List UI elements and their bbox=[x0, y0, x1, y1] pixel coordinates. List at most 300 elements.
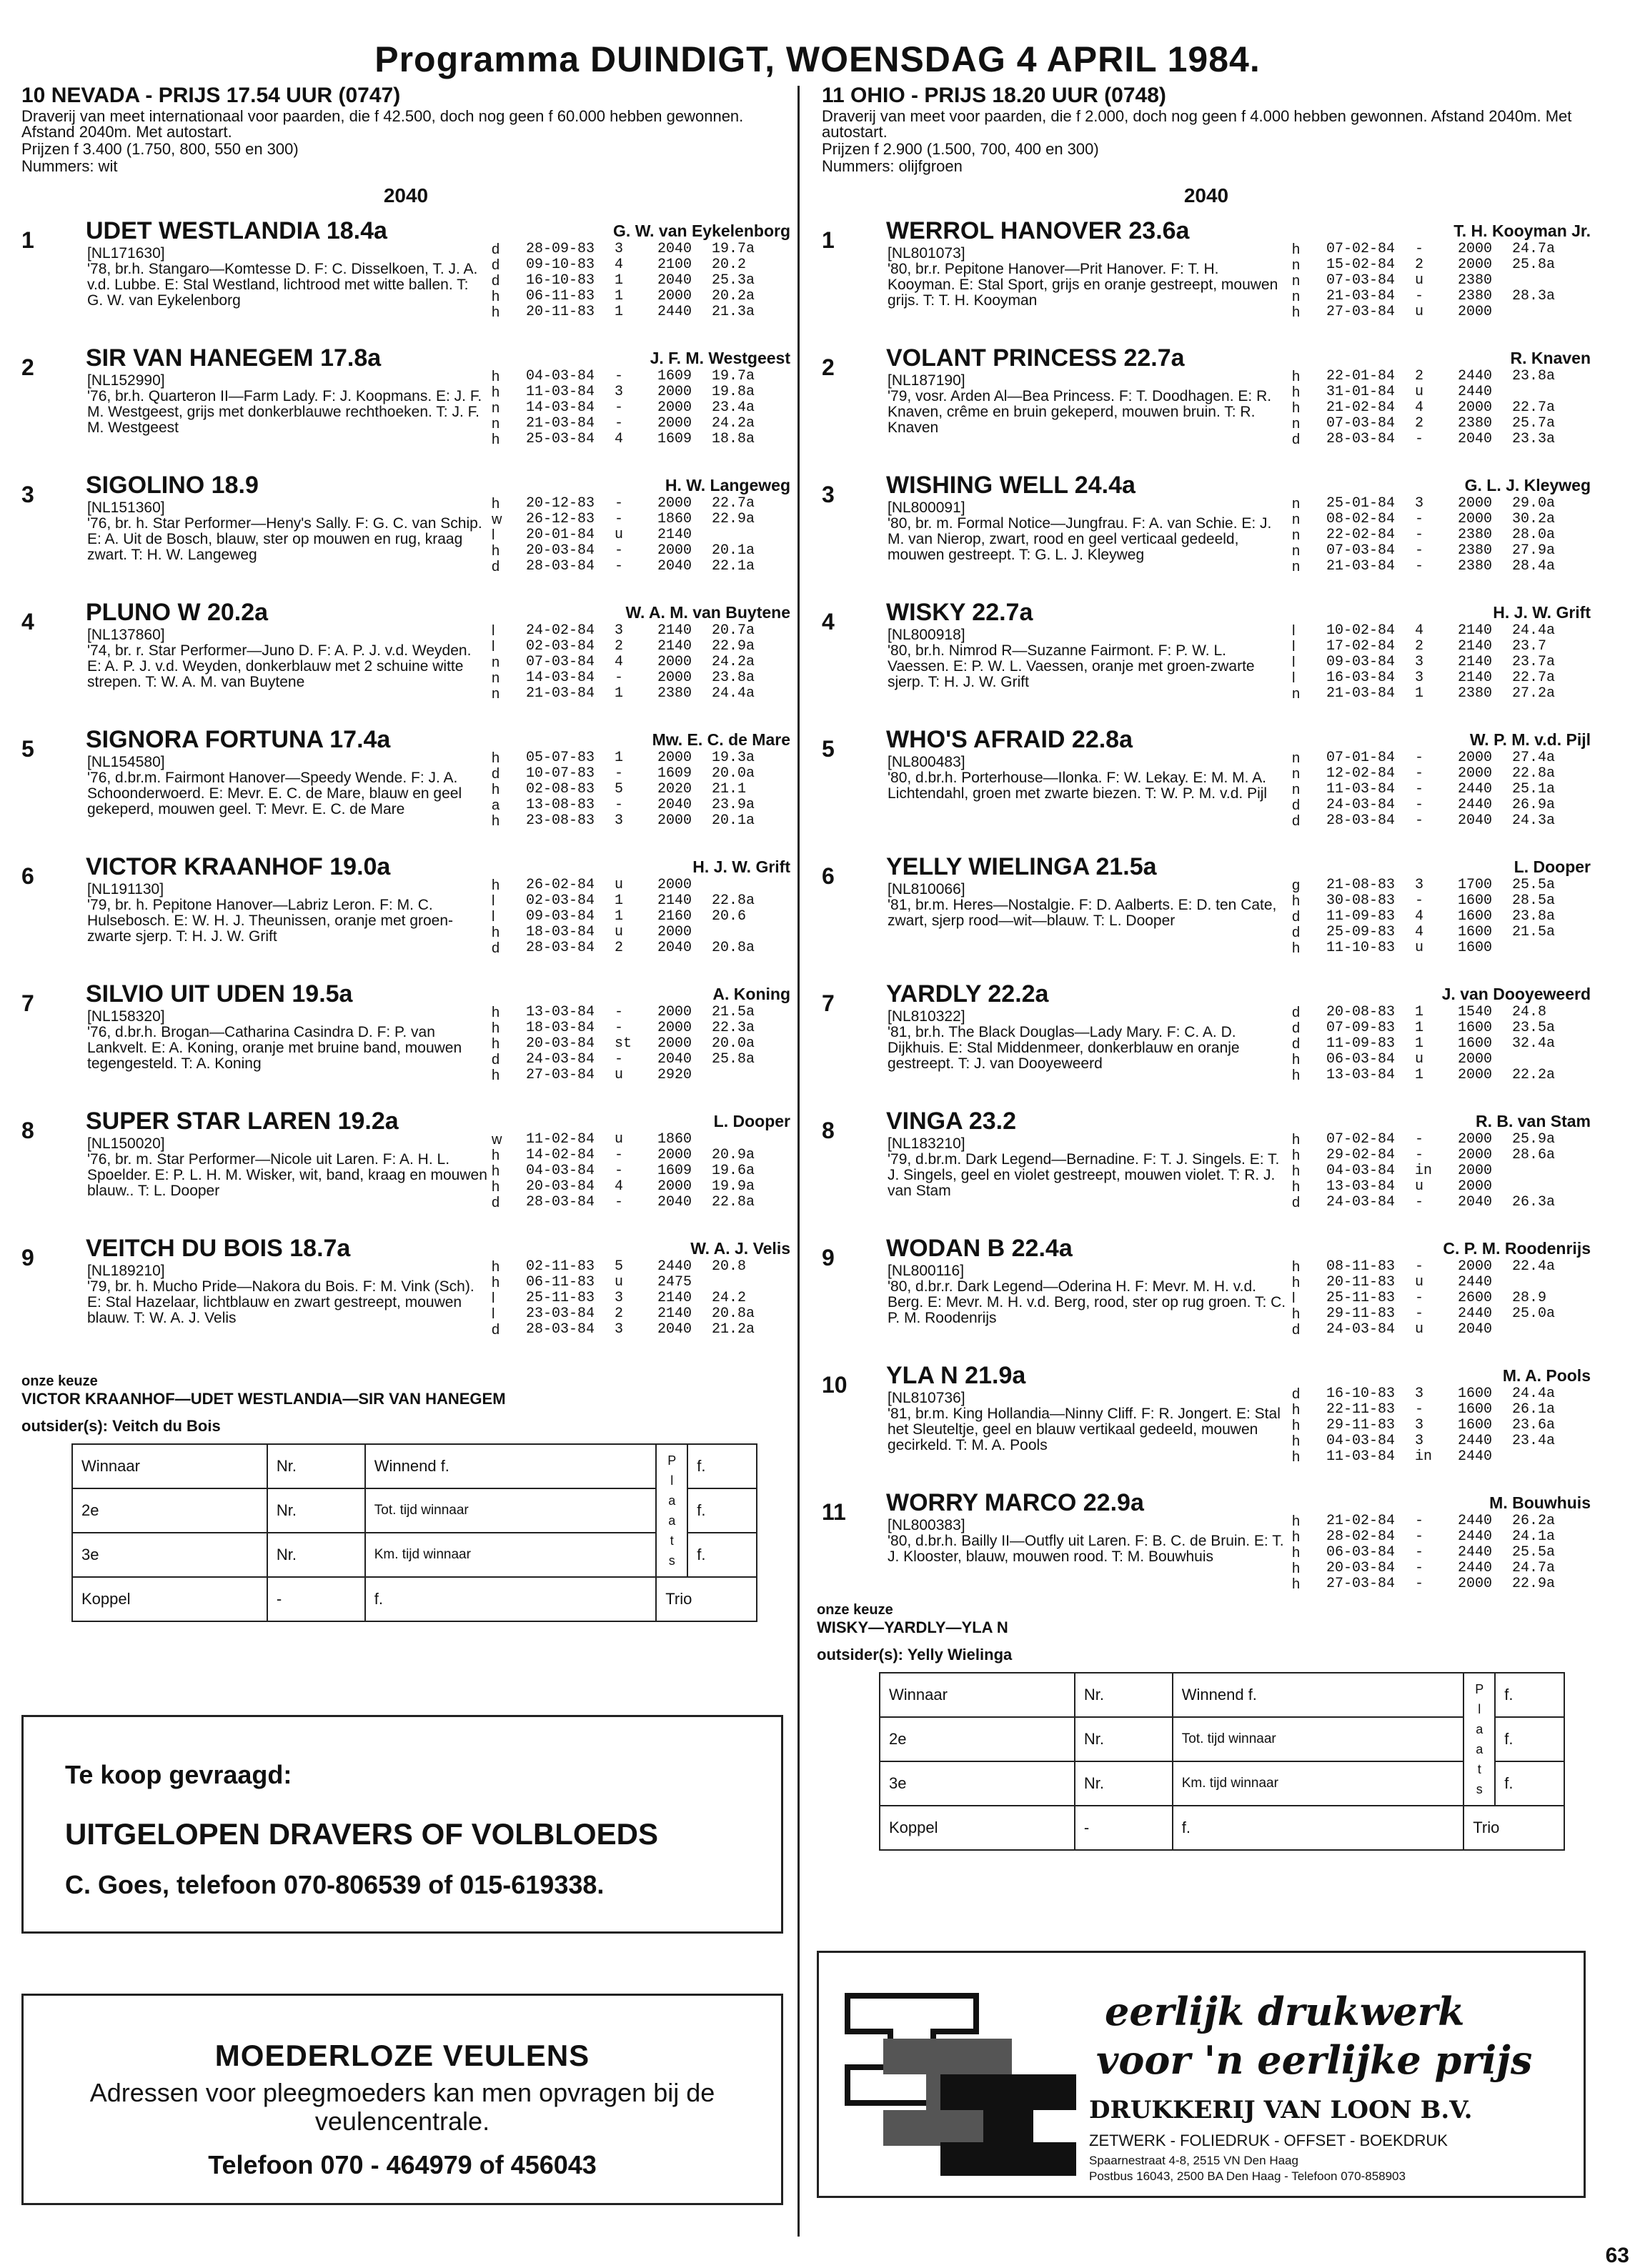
result-cell: 24.7a bbox=[1512, 1560, 1556, 1576]
result-cell: 2000 bbox=[657, 288, 692, 304]
result-cell: 5 bbox=[615, 1258, 624, 1275]
result-cell: 1 bbox=[1415, 685, 1424, 702]
result-cell: h bbox=[492, 1005, 500, 1020]
result-cell: - bbox=[615, 797, 624, 813]
horse-entry bbox=[822, 344, 1591, 472]
result-cell: u bbox=[1415, 1321, 1424, 1338]
result-cell: - bbox=[1415, 1258, 1424, 1275]
result-cell: 2140 bbox=[657, 622, 692, 639]
result-cell: 2020 bbox=[657, 781, 692, 797]
result-cell: 26.2a bbox=[1512, 1513, 1556, 1529]
result-cell: 2000 bbox=[1458, 241, 1493, 257]
horse-results bbox=[492, 623, 790, 702]
result-row bbox=[1292, 527, 1591, 543]
horse-entry bbox=[822, 726, 1591, 853]
result-cell bbox=[1512, 1322, 1584, 1338]
result-row bbox=[1292, 1306, 1591, 1322]
result-row bbox=[1292, 512, 1591, 527]
result-cell: 2040 bbox=[657, 797, 692, 813]
horse-name: VEITCH DU BOIS 18.7a bbox=[86, 1235, 351, 1262]
result-cell: 02-03-84 bbox=[526, 892, 595, 909]
result-cell: 2380 bbox=[1458, 558, 1493, 575]
result-cell: 21.2a bbox=[712, 1321, 755, 1338]
result-row bbox=[1292, 384, 1591, 400]
result-row bbox=[1292, 1052, 1591, 1068]
horse-results bbox=[492, 369, 790, 447]
result-cell: 26-12-83 bbox=[526, 511, 595, 527]
result-cell: 27.9a bbox=[1512, 542, 1556, 559]
horse-name: WORRY MARCO 22.9a bbox=[886, 1489, 1144, 1516]
horse-name: PLUNO W 20.2a bbox=[86, 599, 269, 626]
result-cell: 25.0a bbox=[1512, 1305, 1556, 1322]
result-cell: 2000 bbox=[1458, 1576, 1493, 1592]
horse-info bbox=[87, 882, 487, 945]
result-cell: 22.9a bbox=[712, 511, 755, 527]
result-cell: 28-09-83 bbox=[526, 241, 595, 257]
result-row bbox=[1292, 1132, 1591, 1148]
result-cell: 2140 bbox=[1458, 654, 1493, 670]
result-cell: 07-03-84 bbox=[1326, 272, 1396, 289]
result-cell: 2440 bbox=[1458, 368, 1493, 384]
result-cell: - bbox=[1415, 812, 1424, 829]
result-row bbox=[1292, 400, 1591, 416]
horse-trainer: G. L. J. Kleyweg bbox=[1464, 476, 1591, 494]
result-cell: 26.1a bbox=[1512, 1401, 1556, 1418]
result-cell: 21-03-84 bbox=[1326, 685, 1396, 702]
result-cell: h bbox=[1292, 1545, 1301, 1561]
result-cell: 25-01-84 bbox=[1326, 495, 1396, 512]
result-cell: u bbox=[615, 877, 624, 893]
result-cell: h bbox=[1292, 1179, 1301, 1195]
result-cell: 21-08-83 bbox=[1326, 877, 1396, 893]
result-cell: n bbox=[1292, 766, 1301, 782]
result-row bbox=[1292, 432, 1591, 447]
result-cell: 1860 bbox=[657, 511, 692, 527]
result-cell: 13-03-84 bbox=[1326, 1178, 1396, 1195]
result-row bbox=[1292, 1275, 1591, 1290]
race-distance: 2040 bbox=[383, 184, 429, 207]
horse-trainer: M. A. Pools bbox=[1502, 1366, 1591, 1385]
result-cell: 20-11-83 bbox=[526, 304, 595, 320]
result-cell: h bbox=[1292, 369, 1301, 384]
horse-number: 4 bbox=[822, 609, 835, 635]
horse-entry bbox=[822, 1108, 1591, 1235]
result-cell: 3 bbox=[1415, 1433, 1424, 1449]
result-cell: 13-03-84 bbox=[526, 1004, 595, 1020]
horse-name: SIGNORA FORTUNA 17.4a bbox=[86, 726, 391, 753]
drukkerij-logo-icon bbox=[833, 1989, 1090, 2182]
result-cell: 24-03-84 bbox=[526, 1051, 595, 1068]
bet-cell-third: 3e bbox=[72, 1533, 267, 1577]
result-cell: 19.9a bbox=[712, 1178, 755, 1195]
bet-cell-winnend: Winnend f. bbox=[1173, 1673, 1464, 1717]
result-cell: a bbox=[492, 797, 500, 813]
result-cell: l bbox=[492, 1306, 495, 1322]
result-cell: 24-02-84 bbox=[526, 622, 595, 639]
horse-entry bbox=[822, 472, 1591, 599]
horse-registration: [NL189210] bbox=[87, 1263, 165, 1279]
result-cell: 2000 bbox=[1458, 1178, 1493, 1195]
result-cell: u bbox=[1415, 384, 1424, 400]
result-cell: 2380 bbox=[1458, 685, 1493, 702]
ad-slogan-2: voor 'n eerlijke prijs bbox=[1096, 2037, 1533, 2083]
ad-veulens-text: Adressen voor pleegmoeders kan men opvragen bij de veulencentrale. bbox=[89, 2078, 715, 2136]
result-cell: 08-11-83 bbox=[1326, 1258, 1396, 1275]
result-cell: 2000 bbox=[657, 924, 692, 940]
result-cell: 2000 bbox=[657, 1004, 692, 1020]
bet-cell-nr: Nr. bbox=[267, 1488, 365, 1533]
result-cell: 2000 bbox=[1458, 765, 1493, 782]
result-cell: 21-03-84 bbox=[526, 685, 595, 702]
bet-cell-f: f. bbox=[1173, 1806, 1464, 1850]
result-row bbox=[492, 1179, 790, 1195]
result-cell: 2140 bbox=[657, 892, 692, 909]
result-cell: 24.7a bbox=[1512, 241, 1556, 257]
result-cell: h bbox=[492, 925, 500, 940]
horse-pedigree: '81, br.m. Heres—Nostalgie. F: D. Aalberts. E: D. ten Cate, zwart, sjerp rood—wit—blauw. T: L. Dooper bbox=[888, 897, 1277, 929]
result-cell: 2000 bbox=[1458, 304, 1493, 320]
result-cell: in bbox=[1415, 1163, 1433, 1179]
result-cell: h bbox=[1292, 1418, 1301, 1433]
result-row bbox=[1292, 655, 1591, 670]
result-cell: 2380 bbox=[1458, 415, 1493, 432]
result-cell: 3 bbox=[615, 622, 624, 639]
result-cell: 2440 bbox=[1458, 781, 1493, 797]
result-row bbox=[492, 369, 790, 384]
horse-name: SIR VAN HANEGEM 17.8a bbox=[86, 344, 382, 372]
result-row bbox=[492, 543, 790, 559]
result-cell: d bbox=[492, 766, 500, 782]
result-cell: - bbox=[1415, 1544, 1424, 1561]
result-cell: - bbox=[1415, 797, 1424, 813]
horse-registration: [NL801073] bbox=[888, 245, 965, 262]
horse-trainer: Mw. E. C. de Mare bbox=[652, 730, 790, 749]
bet-cell-nr: Nr. bbox=[1075, 1717, 1173, 1761]
result-cell: - bbox=[615, 415, 624, 432]
result-cell: 2440 bbox=[1458, 1274, 1493, 1290]
result-cell: h bbox=[1292, 1068, 1301, 1083]
horse-pedigree: '79, br. h. Pepitone Hanover—Labriz Leron. F: M. C. Hulsebosch. E: W. H. J. Theunissen, oranje met groen-zwarte sjerp. T: H. J. W. Grift bbox=[87, 897, 454, 945]
horse-registration: [NL158320] bbox=[87, 1008, 165, 1025]
result-cell: 2000 bbox=[1458, 511, 1493, 527]
result-cell: 2000 bbox=[1458, 1067, 1493, 1083]
result-cell: h bbox=[1292, 384, 1301, 400]
result-cell: 2440 bbox=[1458, 1513, 1493, 1529]
result-cell: 4 bbox=[615, 654, 624, 670]
result-row bbox=[1292, 257, 1591, 273]
result-cell: 23.6a bbox=[1512, 1417, 1556, 1433]
result-cell: 20.9a bbox=[712, 1147, 755, 1163]
result-row bbox=[1292, 877, 1591, 893]
result-cell: 1 bbox=[615, 304, 624, 320]
result-row bbox=[492, 1036, 790, 1052]
result-row bbox=[492, 289, 790, 304]
result-cell: h bbox=[492, 782, 500, 797]
result-cell: n bbox=[492, 670, 500, 686]
result-cell: n bbox=[1292, 559, 1301, 575]
result-row bbox=[1292, 1418, 1591, 1433]
result-cell: u bbox=[615, 1131, 624, 1148]
result-cell: d bbox=[492, 1195, 500, 1210]
result-cell: 1600 bbox=[1458, 1386, 1493, 1402]
result-cell: h bbox=[492, 1036, 500, 1052]
result-row bbox=[492, 1132, 790, 1148]
onze-keuze bbox=[21, 1371, 786, 1436]
result-cell: 2000 bbox=[657, 1178, 692, 1195]
result-cell: 4 bbox=[1415, 622, 1424, 639]
result-cell: 22.1a bbox=[712, 558, 755, 575]
result-cell: 22.2a bbox=[1512, 1067, 1556, 1083]
horse-results bbox=[492, 1005, 790, 1083]
result-row bbox=[1292, 686, 1591, 702]
result-cell: h bbox=[1292, 1052, 1301, 1068]
result-cell: 2140 bbox=[657, 1290, 692, 1306]
bet-cell-winnaar: Winnaar bbox=[880, 1673, 1075, 1717]
result-cell: h bbox=[1292, 1433, 1301, 1449]
result-cell: 09-03-84 bbox=[526, 908, 595, 925]
result-cell: 24.4a bbox=[1512, 1386, 1556, 1402]
result-row bbox=[492, 940, 790, 956]
result-row bbox=[1292, 813, 1591, 829]
horse-info bbox=[888, 246, 1288, 309]
result-cell: - bbox=[615, 1051, 624, 1068]
result-cell: 27-03-84 bbox=[1326, 304, 1396, 320]
result-cell: n bbox=[1292, 686, 1301, 702]
horse-number: 3 bbox=[21, 482, 34, 507]
result-cell: 3 bbox=[615, 812, 624, 829]
horse-name: WISKY 22.7a bbox=[886, 599, 1033, 626]
result-cell: 4 bbox=[615, 431, 624, 447]
result-cell: - bbox=[615, 511, 624, 527]
result-row bbox=[492, 1020, 790, 1036]
bet-cell-km-tijd: Km. tijd winnaar bbox=[365, 1533, 657, 1577]
result-cell: 07-03-84 bbox=[1326, 542, 1396, 559]
result-cell: 1609 bbox=[657, 1163, 692, 1179]
ad-address-line1: Spaarnestraat 4-8, 2515 VN Den Haag bbox=[1089, 2154, 1298, 2167]
result-row bbox=[492, 893, 790, 909]
bet-cell-f: f. bbox=[687, 1444, 757, 1488]
horse-name: SIGOLINO 18.9 bbox=[86, 472, 259, 499]
race-title: 10 NEVADA - PRIJS 17.54 UUR (0747) bbox=[21, 84, 401, 107]
ad-te-koop-line1: Te koop gevraagd: bbox=[65, 1760, 292, 1789]
keuze-label: onze keuze bbox=[817, 1602, 893, 1618]
result-cell: 1600 bbox=[1458, 1020, 1493, 1036]
result-row bbox=[1292, 1179, 1591, 1195]
result-cell: 07-09-83 bbox=[1326, 1020, 1396, 1036]
result-cell: 30.2a bbox=[1512, 511, 1556, 527]
result-cell: 19.3a bbox=[712, 750, 755, 766]
result-cell: h bbox=[492, 1020, 500, 1036]
result-cell: h bbox=[1292, 940, 1301, 956]
result-cell: - bbox=[615, 670, 624, 686]
result-cell: - bbox=[1415, 1513, 1424, 1529]
result-cell: 32.4a bbox=[1512, 1035, 1556, 1052]
result-row bbox=[1292, 893, 1591, 909]
result-cell: d bbox=[1292, 925, 1301, 940]
result-row bbox=[492, 623, 790, 639]
result-cell: n bbox=[1292, 512, 1301, 527]
horse-info bbox=[888, 1263, 1288, 1326]
result-row bbox=[492, 639, 790, 655]
result-cell: 20-03-84 bbox=[526, 1178, 595, 1195]
result-cell: 20.8a bbox=[712, 940, 755, 956]
horse-number: 11 bbox=[822, 1499, 846, 1525]
result-cell: 20-01-84 bbox=[526, 527, 595, 543]
result-cell: n bbox=[1292, 416, 1301, 432]
horse-info bbox=[888, 755, 1288, 802]
horse-results bbox=[492, 1259, 790, 1338]
result-cell: 26.9a bbox=[1512, 797, 1556, 813]
result-cell: 2 bbox=[1415, 638, 1424, 655]
result-cell: 07-02-84 bbox=[1326, 1131, 1396, 1148]
result-cell: - bbox=[1415, 750, 1424, 766]
result-cell: d bbox=[492, 242, 500, 257]
result-cell: 1860 bbox=[657, 1131, 692, 1148]
result-row bbox=[1292, 1386, 1591, 1402]
result-cell: d bbox=[492, 559, 500, 575]
result-cell: - bbox=[1415, 1194, 1424, 1210]
horse-info bbox=[87, 1136, 487, 1199]
result-cell: 2000 bbox=[1458, 399, 1493, 416]
result-cell: 2040 bbox=[657, 558, 692, 575]
result-row bbox=[1292, 1036, 1591, 1052]
result-cell: h bbox=[492, 496, 500, 512]
result-cell: 04-03-84 bbox=[526, 368, 595, 384]
result-row bbox=[492, 304, 790, 320]
horse-results bbox=[1292, 1513, 1591, 1592]
ad-te-koop-line2: UITGELOPEN DRAVERS OF VOLBLOEDS bbox=[65, 1817, 658, 1851]
result-cell: h bbox=[1292, 1576, 1301, 1592]
horse-name: VINGA 23.2 bbox=[886, 1108, 1017, 1135]
horse-name: YARDLY 22.2a bbox=[886, 980, 1049, 1008]
result-cell: 1 bbox=[1415, 1004, 1424, 1020]
result-cell: 23.9a bbox=[712, 797, 755, 813]
result-cell: - bbox=[1415, 1290, 1424, 1306]
result-cell: 30-08-83 bbox=[1326, 892, 1396, 909]
result-cell: 14-03-84 bbox=[526, 670, 595, 686]
result-cell: w bbox=[492, 512, 502, 527]
result-row bbox=[1292, 304, 1591, 320]
horse-trainer: W. P. M. v.d. Pijl bbox=[1469, 730, 1591, 749]
result-cell: - bbox=[1415, 765, 1424, 782]
result-cell: 22.3a bbox=[712, 1020, 755, 1036]
result-cell: h bbox=[1292, 1163, 1301, 1179]
result-row bbox=[492, 496, 790, 512]
ad-address-line2: Postbus 16043, 2500 BA Den Haag - Telefoon 070-858903 bbox=[1089, 2169, 1406, 2183]
result-cell: 14-03-84 bbox=[526, 399, 595, 416]
result-cell: - bbox=[1415, 241, 1424, 257]
result-cell: 19.8a bbox=[712, 384, 755, 400]
result-cell: 20.6 bbox=[712, 908, 747, 925]
result-cell: 22.9a bbox=[1512, 1576, 1556, 1592]
result-cell: 2440 bbox=[1458, 1528, 1493, 1545]
result-cell: 28-03-84 bbox=[526, 1194, 595, 1210]
bet-cell-second: 2e bbox=[880, 1717, 1075, 1761]
bet-cell-nr: Nr. bbox=[1075, 1673, 1173, 1717]
result-cell: - bbox=[1415, 1576, 1424, 1592]
result-cell: 25.1a bbox=[1512, 781, 1556, 797]
horse-name: YELLY WIELINGA 21.5a bbox=[886, 853, 1157, 880]
horse-registration: [NL187190] bbox=[888, 372, 965, 389]
result-cell: 04-03-84 bbox=[1326, 1163, 1396, 1179]
result-row bbox=[492, 242, 790, 257]
result-cell: 28-02-84 bbox=[1326, 1528, 1396, 1545]
keuze-value: VICTOR KRAANHOF—UDET WESTLANDIA—SIR VAN HANEGEM bbox=[21, 1390, 506, 1408]
result-cell: 06-03-84 bbox=[1326, 1051, 1396, 1068]
result-cell bbox=[712, 527, 783, 543]
result-cell: d bbox=[1292, 1020, 1301, 1036]
result-cell: 14-02-84 bbox=[526, 1147, 595, 1163]
horse-entry bbox=[822, 980, 1591, 1108]
onze-keuze bbox=[817, 1599, 1581, 1664]
result-cell: 24.1a bbox=[1512, 1528, 1556, 1545]
result-cell: h bbox=[1292, 1148, 1301, 1163]
result-cell: 1 bbox=[1415, 1020, 1424, 1036]
result-cell: 3 bbox=[1415, 670, 1424, 686]
result-cell: 06-11-83 bbox=[526, 288, 595, 304]
horse-results bbox=[1292, 369, 1591, 447]
horse-trainer: W. A. J. Velis bbox=[690, 1239, 790, 1258]
result-cell: 3 bbox=[1415, 1417, 1424, 1433]
result-row bbox=[1292, 1449, 1591, 1465]
result-cell: 2000 bbox=[657, 877, 692, 893]
result-cell: 2440 bbox=[1458, 1448, 1493, 1465]
horse-number: 2 bbox=[21, 354, 34, 380]
result-row bbox=[1292, 289, 1591, 304]
result-row bbox=[1292, 1259, 1591, 1275]
result-row bbox=[1292, 1195, 1591, 1210]
result-cell: 20.0a bbox=[712, 1035, 755, 1052]
horse-pedigree: '74, br. r. Star Performer—Juno D. F: A. P. J. v.d. Weyden. E: A. P. J. v.d. Weyden, donkerblauw met 2 schuine witte strepen. T: W. A. M. van Buytene bbox=[87, 642, 472, 690]
result-cell: 5 bbox=[615, 781, 624, 797]
result-cell: 2160 bbox=[657, 908, 692, 925]
result-cell: d bbox=[1292, 909, 1301, 925]
result-cell: 2440 bbox=[657, 1258, 692, 1275]
result-cell: 24.4a bbox=[1512, 622, 1556, 639]
horse-results bbox=[1292, 623, 1591, 702]
horse-info bbox=[888, 373, 1288, 436]
result-cell: n bbox=[492, 655, 500, 670]
result-cell: 2 bbox=[615, 940, 624, 956]
result-cell: 2 bbox=[615, 638, 624, 655]
result-row bbox=[1292, 1545, 1591, 1561]
horse-info bbox=[87, 755, 487, 817]
horse-pedigree: '76, br. h. Star Performer—Heny's Sally. F: G. C. van Schip. E: A. Uit de Bosch, blauw, ster op mouwen en rug, kraag zwart. T: H. W. Langeweg bbox=[87, 515, 482, 563]
horse-number: 7 bbox=[822, 990, 835, 1016]
result-cell: 11-10-83 bbox=[1326, 940, 1396, 956]
horse-entry bbox=[21, 1235, 790, 1362]
result-cell: 2140 bbox=[1458, 622, 1493, 639]
result-cell: - bbox=[1415, 1305, 1424, 1322]
result-cell: 2000 bbox=[657, 495, 692, 512]
horse-entry bbox=[822, 1489, 1591, 1616]
horse-pedigree: '79, br. h. Mucho Pride—Nakora du Bois. F: M. Vink (Sch). E: Stal Hazelaar, lichtblauw en zwart gestreept, mouwen blauw. T: W. A. J. Velis bbox=[87, 1278, 474, 1326]
result-cell: 2000 bbox=[657, 1035, 692, 1052]
bet-cell-dash: - bbox=[1075, 1806, 1173, 1850]
bet-form bbox=[879, 1672, 1565, 1851]
result-cell: 22.8a bbox=[712, 892, 755, 909]
result-cell: 28-03-84 bbox=[1326, 431, 1396, 447]
page-title: Programma DUINDIGT, WOENSDAG 4 APRIL 1984. bbox=[374, 39, 1261, 79]
result-cell: 05-07-83 bbox=[526, 750, 595, 766]
result-row bbox=[1292, 1561, 1591, 1576]
result-cell: h bbox=[492, 304, 500, 320]
result-cell: 07-01-84 bbox=[1326, 750, 1396, 766]
result-cell bbox=[1512, 273, 1584, 289]
result-cell: 06-11-83 bbox=[526, 1274, 595, 1290]
horse-info bbox=[87, 373, 487, 436]
horse-number: 1 bbox=[21, 227, 34, 253]
